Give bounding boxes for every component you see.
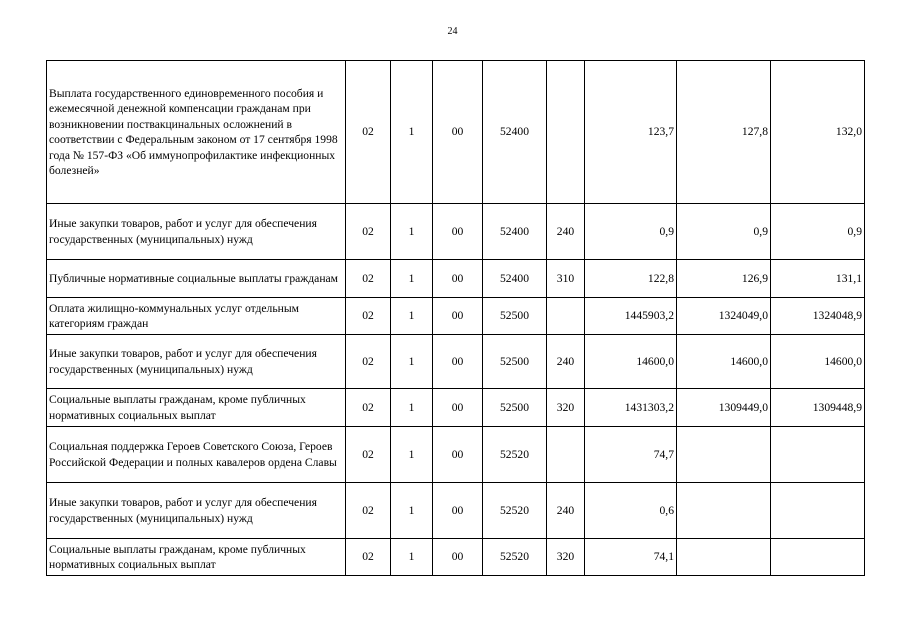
table-row: [47, 298, 865, 335]
page-number: 24: [447, 26, 458, 37]
row-value-1: 14600,0: [585, 335, 677, 389]
row-sub1: 02: [346, 483, 391, 539]
row-sub2: 1: [391, 61, 433, 204]
row-value-3: [771, 483, 865, 539]
table-row: [47, 427, 865, 483]
row-value-1: 1431303,2: [585, 389, 677, 427]
row-sub3: 00: [433, 61, 483, 204]
row-type: [547, 298, 585, 335]
row-sub3: 00: [433, 483, 483, 539]
row-code: 52520: [483, 539, 547, 576]
row-code: 52400: [483, 204, 547, 260]
row-type: 320: [547, 539, 585, 576]
row-sub2: 1: [391, 427, 433, 483]
row-value-2: 126,9: [677, 260, 771, 298]
row-value-3: 131,1: [771, 260, 865, 298]
row-value-3: 1309448,9: [771, 389, 865, 427]
row-value-2: [677, 483, 771, 539]
row-value-1: 1445903,2: [585, 298, 677, 335]
row-value-2: 1324049,0: [677, 298, 771, 335]
row-sub2: 1: [391, 483, 433, 539]
row-value-2: [677, 539, 771, 576]
row-type: 240: [547, 335, 585, 389]
row-value-3: 132,0: [771, 61, 865, 204]
row-value-2: [677, 427, 771, 483]
row-code: 52500: [483, 298, 547, 335]
table-row: [47, 483, 865, 539]
row-value-2: 0,9: [677, 204, 771, 260]
row-sub1: 02: [346, 539, 391, 576]
row-sub3: 00: [433, 335, 483, 389]
row-name: Выплата государственного единовременного пособия и ежемесячной денежной компенсации гражданам при возникновении поствакцинальных осложнений в соответствии с Федеральным законом от 17 сентября 1998 года № 157-ФЗ «Об иммунопрофилактике инфекционных болезней»: [47, 61, 346, 204]
row-type: 320: [547, 389, 585, 427]
table-row: [47, 61, 865, 204]
row-value-1: 123,7: [585, 61, 677, 204]
row-name: Социальные выплаты гражданам, кроме публичных нормативных социальных выплат: [47, 539, 346, 576]
table-row: [47, 260, 865, 298]
row-sub1: 02: [346, 298, 391, 335]
row-code: 52400: [483, 260, 547, 298]
row-sub3: 00: [433, 539, 483, 576]
budget-table: [46, 60, 865, 576]
table-row: [47, 204, 865, 260]
row-code: 52400: [483, 61, 547, 204]
row-sub2: 1: [391, 260, 433, 298]
row-sub3: 00: [433, 427, 483, 483]
row-type: 310: [547, 260, 585, 298]
row-code: 52520: [483, 427, 547, 483]
row-sub3: 00: [433, 204, 483, 260]
row-value-1: 0,9: [585, 204, 677, 260]
row-sub2: 1: [391, 539, 433, 576]
row-code: 52520: [483, 483, 547, 539]
row-value-3: 1324048,9: [771, 298, 865, 335]
table-row: [47, 335, 865, 389]
row-value-1: 122,8: [585, 260, 677, 298]
row-name: Иные закупки товаров, работ и услуг для обеспечения государственных (муниципальных) нужд: [47, 335, 346, 389]
row-code: 52500: [483, 335, 547, 389]
row-value-3: 14600,0: [771, 335, 865, 389]
table-row: [47, 389, 865, 427]
row-name: Социальные выплаты гражданам, кроме публичных нормативных социальных выплат: [47, 389, 346, 427]
row-code: 52500: [483, 389, 547, 427]
row-value-3: [771, 427, 865, 483]
row-name: Иные закупки товаров, работ и услуг для обеспечения государственных (муниципальных) нужд: [47, 204, 346, 260]
row-name: Социальная поддержка Героев Советского Союза, Героев Российской Федерации и полных кавалеров ордена Славы: [47, 427, 346, 483]
row-value-1: 74,7: [585, 427, 677, 483]
row-sub1: 02: [346, 204, 391, 260]
row-sub2: 1: [391, 335, 433, 389]
row-type: 240: [547, 204, 585, 260]
row-sub1: 02: [346, 61, 391, 204]
row-value-1: 0,6: [585, 483, 677, 539]
row-sub3: 00: [433, 389, 483, 427]
row-name: Иные закупки товаров, работ и услуг для обеспечения государственных (муниципальных) нужд: [47, 483, 346, 539]
row-value-1: 74,1: [585, 539, 677, 576]
row-value-2: 14600,0: [677, 335, 771, 389]
row-name: Оплата жилищно-коммунальных услуг отдельным категориям граждан: [47, 298, 346, 335]
table-row: [47, 539, 865, 576]
row-type: [547, 427, 585, 483]
row-value-3: 0,9: [771, 204, 865, 260]
row-sub3: 00: [433, 298, 483, 335]
row-value-2: 127,8: [677, 61, 771, 204]
row-sub1: 02: [346, 389, 391, 427]
row-sub2: 1: [391, 204, 433, 260]
row-sub1: 02: [346, 427, 391, 483]
row-sub2: 1: [391, 389, 433, 427]
row-sub3: 00: [433, 260, 483, 298]
row-name: Публичные нормативные социальные выплаты гражданам: [47, 260, 346, 298]
row-type: [547, 61, 585, 204]
row-type: 240: [547, 483, 585, 539]
row-sub1: 02: [346, 335, 391, 389]
row-sub1: 02: [346, 260, 391, 298]
row-value-3: [771, 539, 865, 576]
row-sub2: 1: [391, 298, 433, 335]
row-value-2: 1309449,0: [677, 389, 771, 427]
